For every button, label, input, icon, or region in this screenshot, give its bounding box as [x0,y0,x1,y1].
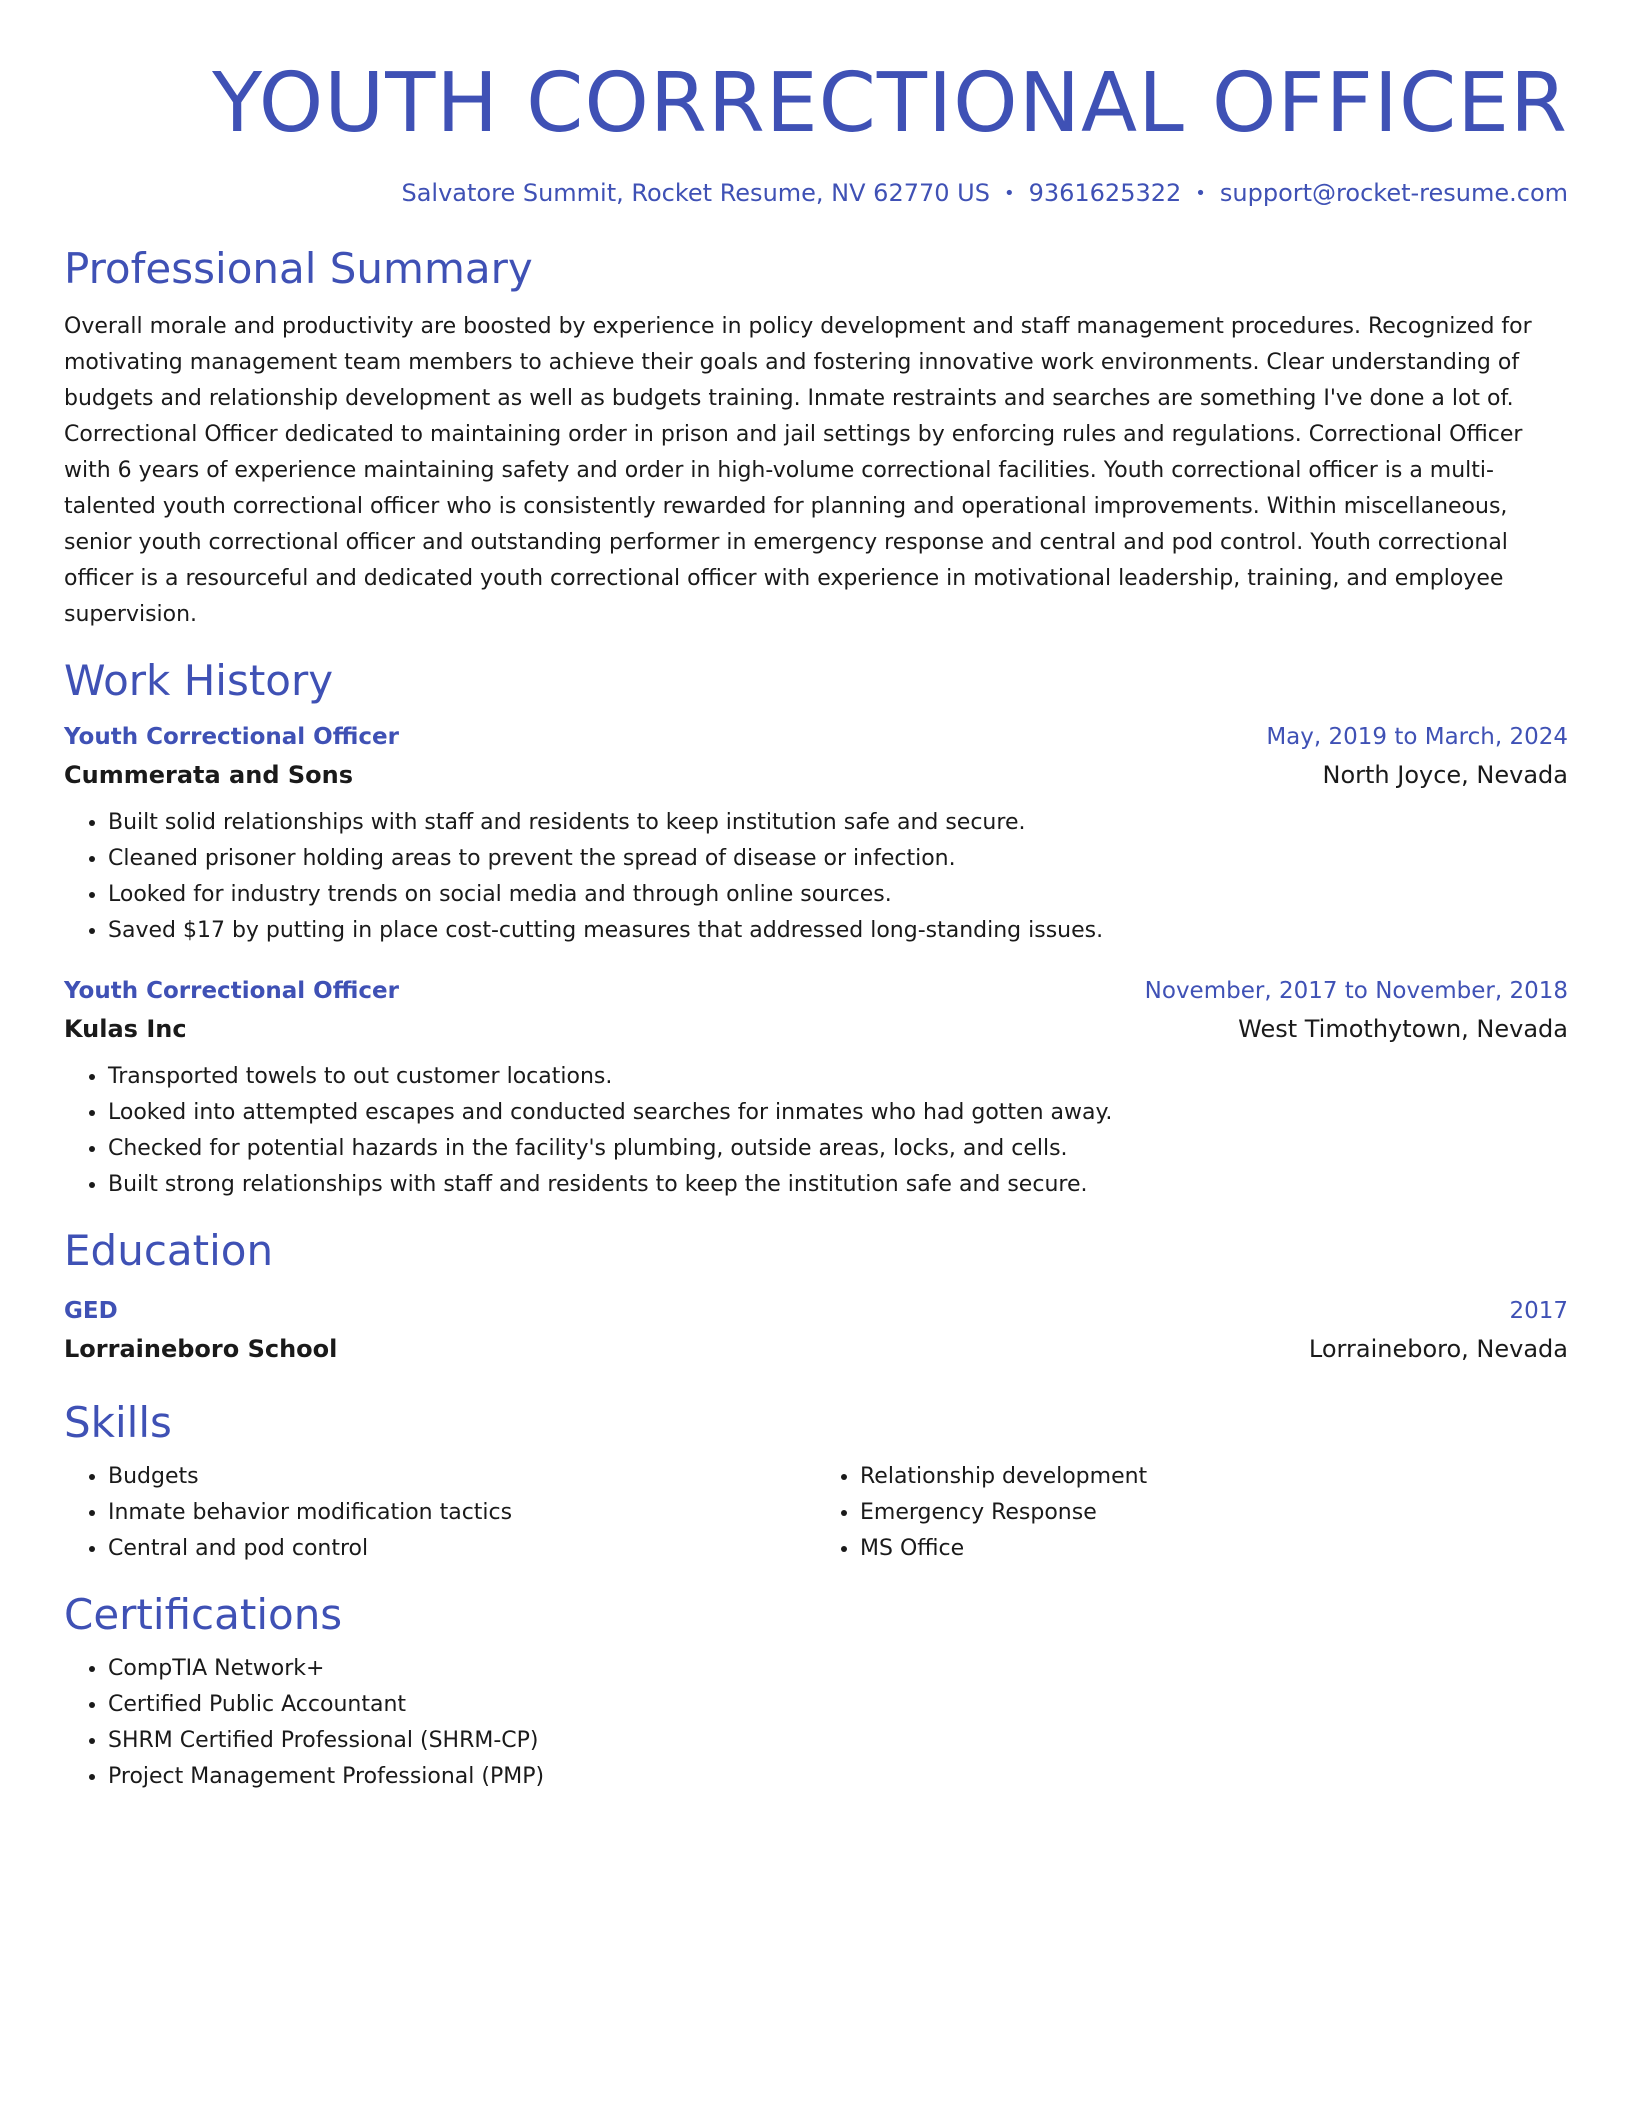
job-bullet: • Cleaned prisoner holding areas to prevent the spread of disease or infection. [108,841,1568,877]
section-title-work-history: Work History [64,656,334,705]
certification-item: • Certified Public Accountant [108,1687,1568,1723]
skill-item: • MS Office [860,1531,1568,1567]
job-header-row [64,973,1568,1009]
certification-item: • CompTIA Network+ [108,1651,1568,1687]
skill-item: • Central and pod control [108,1531,816,1567]
education-header-row [64,1293,1568,1329]
job-bullet: • Transported towels to out customer locations. [108,1059,1568,1095]
job-company-row [64,1009,1568,1049]
education-school: Lorraineboro School [64,1335,338,1363]
section-title-education: Education [64,1226,274,1275]
job-bullet: • Looked for industry trends on social media and through online sources. [108,877,1568,913]
education-section [64,1225,1568,1369]
certifications-list [64,1651,1568,1795]
skills-columns [64,1449,1568,1567]
job-bullet-list [64,1059,1568,1203]
skill-item: • Relationship development [860,1459,1568,1495]
skill-item: • Budgets [108,1459,816,1495]
job-bullet: • Checked for potential hazards in the facility's plumbing, outside areas, locks, and cells. [108,1131,1568,1167]
job-bullet-list [64,805,1568,949]
separator-dot: • [1195,183,1206,204]
job-dates: May, 2019 to March, 2024 [1266,724,1568,750]
contact-email: support@rocket-resume.com [1219,179,1568,207]
job-title: Youth Correctional Officer [64,978,399,1004]
skills-list-right [816,1459,1568,1567]
education-degree: GED [64,1298,118,1324]
job-company: Cummerata and Sons [64,761,354,789]
section-title-certifications: Certifications [64,1590,343,1639]
job-entry [64,719,1568,949]
summary-section [64,243,1568,633]
job-dates: November, 2017 to November, 2018 [1144,978,1568,1004]
education-location: Lorraineboro, Nevada [1308,1335,1568,1363]
section-title-summary: Professional Summary [64,244,533,293]
job-company: Kulas Inc [64,1015,187,1043]
job-location: North Joyce, Nevada [1322,761,1568,789]
work-history-section [64,655,1568,1203]
separator-dot: • [1003,183,1015,204]
contact-address: Salvatore Summit, Rocket Resume, NV 62770 US [401,179,990,207]
candidate-title: YOUTH CORRECTIONAL OFFICER [212,56,1568,151]
job-company-row [64,755,1568,795]
certification-item: • Project Management Professional (PMP) [108,1759,1568,1795]
job-location: West Timothytown, Nevada [1238,1015,1568,1043]
education-school-row [64,1329,1568,1369]
summary-text: Overall morale and productivity are boosted by experience in policy development and staff management procedures. Recognized for motivating management team members to achieve their goals and fostering innovative work environments. Clear understanding of budgets and relationship development as well as budgets training. Inmate restraints and searches are something I've done a lot of. Correctional Officer dedicated to maintaining order in prison and jail settings by enforcing rules and regulations. Correctional Officer with 6 years of experience maintaining safety and order in high-volume correctional facilities. Youth correctional officer is a multi-talented youth correctional officer who is consistently rewarded for planning and operational improvements. Within miscellaneous, senior youth correctional officer and outstanding performer in emergency response and central and pod control. Youth correctional officer is a resourceful and dedicated youth correctional officer with experience in motivational leadership, training, and employee supervision. [64,314,1532,627]
job-entry [64,973,1568,1203]
job-title: Youth Correctional Officer [64,724,399,750]
contact-line [64,176,1568,211]
skills-section [64,1397,1568,1567]
section-title-skills: Skills [64,1398,172,1447]
job-bullet: • Built solid relationships with staff and residents to keep institution safe and secure. [108,805,1568,841]
contact-phone: 9361625322 [1028,179,1182,207]
skill-item: • Inmate behavior modification tactics [108,1495,816,1531]
job-header-row [64,719,1568,755]
job-bullet: • Built strong relationships with staff and residents to keep the institution safe and secure. [108,1167,1568,1203]
skill-item: • Emergency Response [860,1495,1568,1531]
resume-header [64,0,1568,211]
job-bullet: • Saved $17 by putting in place cost-cutting measures that addressed long-standing issues. [108,913,1568,949]
certification-item: • SHRM Certified Professional (SHRM-CP) [108,1723,1568,1759]
job-bullet: • Looked into attempted escapes and conducted searches for inmates who had gotten away. [108,1095,1568,1131]
certifications-section [64,1589,1568,1795]
skills-list-left [64,1459,816,1567]
education-year: 2017 [1509,1298,1568,1324]
